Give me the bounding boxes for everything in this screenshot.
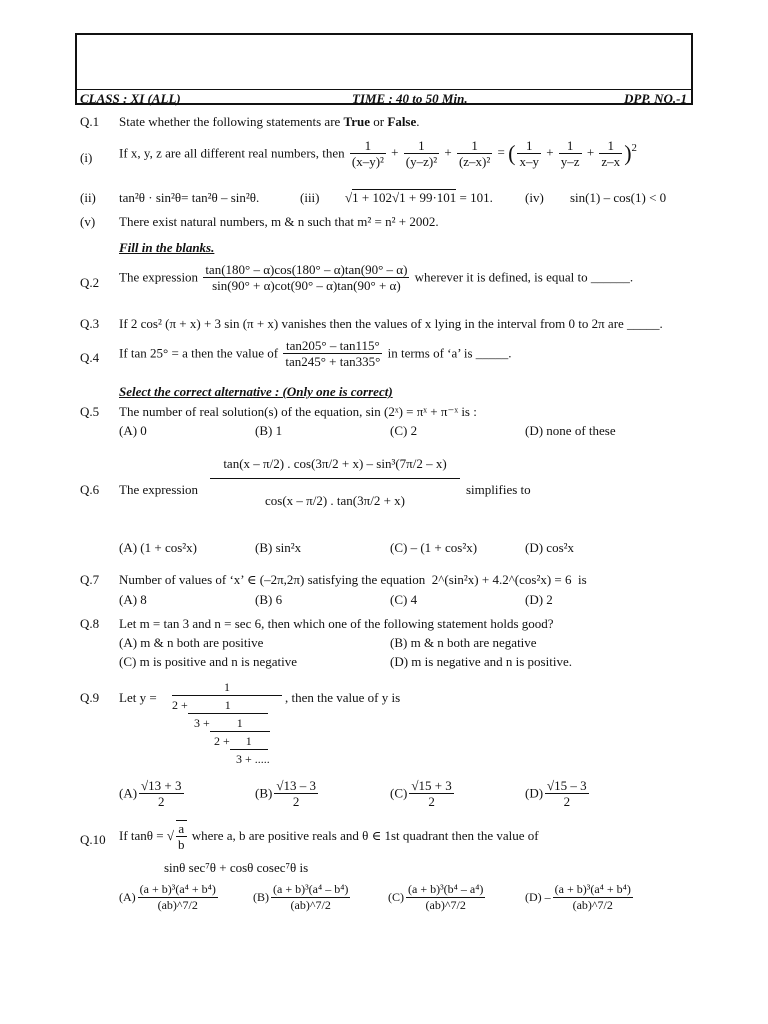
q1-iii-number: (iii) xyxy=(300,190,320,205)
q9-number: Q.9 xyxy=(80,690,100,705)
q5-option-b: (B) 1 xyxy=(255,423,283,438)
q10-option-c: (C) $\frac{\text{(a + b)³(b⁴ – a⁴)}}{(ab)\^{}7/2}$ xyxy=(388,882,484,912)
q9-option-d: (D) $\frac{√15 - 3}{2}$ xyxy=(525,778,587,809)
q6-fraction xyxy=(210,450,460,509)
q9-option-b: (B) $\frac{√13 - 3}{2}$ xyxy=(255,778,316,809)
q1-i-number: (i) xyxy=(80,150,93,165)
q1-ii-statement: tan²θ · sin²θ= tan²θ – sin²θ. xyxy=(119,190,260,205)
header-box xyxy=(75,33,693,105)
q1-ii-number: (ii) xyxy=(80,190,96,205)
q6-option-b: (B) sin²x xyxy=(255,540,302,555)
q1-v-number: (v) xyxy=(80,214,96,229)
q8-option-d: (D) m is negative and n is positive. xyxy=(390,654,572,669)
q1-i-statement: If x, y, z are all different real numbers, then $\frac{1}{\text{(x–y)²}}$ + $\frac{1}{\text{(y–z)²}}$ + $\frac{1}{\text{(z–x)²}}$ = ( $\frac{1}{x-y}$ + $\frac{1}{y-z}$ + $\frac{1}{z-x}$ )$^2$ xyxy=(119,138,637,169)
q1-number: Q.1 xyxy=(80,114,100,129)
q1-iv-number: (iv) xyxy=(525,190,544,205)
q8-statement: Let m = tan 3 and n = sec 6, then which one of the following statement holds good? xyxy=(119,616,554,631)
q9-continued-fraction: 1 2 + 1 3 + 1 2 + 1 3 + ..... xyxy=(172,680,282,767)
q1-intro: State whether the following statements are True or False. xyxy=(119,114,420,129)
q6-option-d: (D) cos²x xyxy=(525,540,575,555)
q8-number: Q.8 xyxy=(80,616,100,631)
q8-option-a: (A) m & n both are positive xyxy=(119,635,264,650)
q7-option-a: (A) 8 xyxy=(119,592,147,607)
q3-number: Q.3 xyxy=(80,316,100,331)
q10-option-a: (A) $\frac{\text{(a + b)³(a⁴ + b⁴)}}{(ab)\^{}7/2}$ xyxy=(119,882,216,912)
q7-number: Q.7 xyxy=(80,572,100,587)
q9-option-c: (C) $\frac{√15 + 3}{2}$ xyxy=(390,778,452,809)
q10-option-d: (D) – $\frac{\text{(a + b)³(a⁴ + b⁴)}}{(ab)\^{}7/2}$ xyxy=(525,882,631,912)
q6-denominator: cos(x – π/2) . tan(3π/2 + x) xyxy=(265,493,405,508)
q10-option-b: (B) $\frac{\text{(a + b)³(a⁴ – b⁴)}}{(ab)\^{}7/2}$ xyxy=(253,882,349,912)
q4-statement: If tan 25° = a then the value of $\frac{\tan 205^\circ - \tan 115^\circ}{\tan 245^\circ + \tan 335^\circ}$ in terms of ‘a’ is _____. xyxy=(119,338,512,369)
q5-number: Q.5 xyxy=(80,404,100,419)
q9-option-a: (A) $\frac{√13 + 3}{2}$ xyxy=(119,778,182,809)
q10-statement: If tanθ = √ $\frac{a}{b}$ where a, b are positive reals and θ ∈ 1st quadrant then the value of xyxy=(119,821,539,852)
q4-number: Q.4 xyxy=(80,350,100,365)
q10-number: Q.10 xyxy=(80,832,106,847)
q2-statement: The expression $\frac{\tan(180^\circ - \alpha)\cos(180^\circ - \alpha)\tan(90^\circ - \alpha)}{\sin(90^\circ + \alpha)\cot(90^\circ - \alpha)\tan(90^\circ + \alpha)}$ wherever it is defined, is equal to ______. xyxy=(119,262,634,293)
time-label: TIME : 40 to 50 Min. xyxy=(352,91,468,106)
fill-blanks-heading: Fill in the blanks. xyxy=(119,240,215,255)
q5-option-d: (D) none of these xyxy=(525,423,616,438)
q5-option-c: (C) 2 xyxy=(390,423,418,438)
q6-pre: The expression xyxy=(119,482,199,497)
q6-post: simplifies to xyxy=(466,482,531,497)
dpp-label: DPP. NO.-1 xyxy=(624,91,687,106)
q2-number: Q.2 xyxy=(80,275,100,290)
q9-post: , then the value of y is xyxy=(285,690,401,705)
q7-option-c: (C) 4 xyxy=(390,592,418,607)
q8-option-b: (B) m & n both are negative xyxy=(390,635,537,650)
q6-option-c: (C) – (1 + cos²x) xyxy=(390,540,478,555)
q1-iii-statement: √1 + 102√1 + 99·101 = 101. xyxy=(345,190,493,205)
q7-option-d: (D) 2 xyxy=(525,592,553,607)
q5-option-a: (A) 0 xyxy=(119,423,147,438)
q6-numerator: tan(x – π/2) . cos(3π/2 + x) – sin³(7π/2 – x) xyxy=(210,450,460,479)
q3-statement: If 2 cos² (π + x) + 3 sin (π + x) vanishes then the values of x lying in the interval from 0 to 2π are _____. xyxy=(119,316,663,331)
q6-number: Q.6 xyxy=(80,482,100,497)
header-divider xyxy=(77,89,691,90)
q1-iv-statement: sin(1) – cos(1) < 0 xyxy=(570,190,667,205)
class-label: CLASS : XI (ALL) xyxy=(80,91,181,106)
q1-v-statement: There exist natural numbers, m & n such that m² = n² + 2002. xyxy=(119,214,439,229)
q6-option-a: (A) (1 + cos²x) xyxy=(119,540,198,555)
q7-statement: Number of values of ‘x’ ∈ (–2π,2π) satisfying the equation 2^(sin²x) + 4.2^(cos²x) = 6 is xyxy=(119,572,587,587)
q7-option-b: (B) 6 xyxy=(255,592,283,607)
q8-option-c: (C) m is positive and n is negative xyxy=(119,654,298,669)
q10-line2: sinθ sec⁷θ + cosθ cosec⁷θ is xyxy=(164,860,309,875)
q9-pre: Let y = xyxy=(119,690,157,705)
q5-statement: The number of real solution(s) of the equation, sin (2ˣ) = πˣ + π⁻ˣ is : xyxy=(119,404,477,419)
select-heading: Select the correct alternative : (Only one is correct) xyxy=(119,384,393,399)
